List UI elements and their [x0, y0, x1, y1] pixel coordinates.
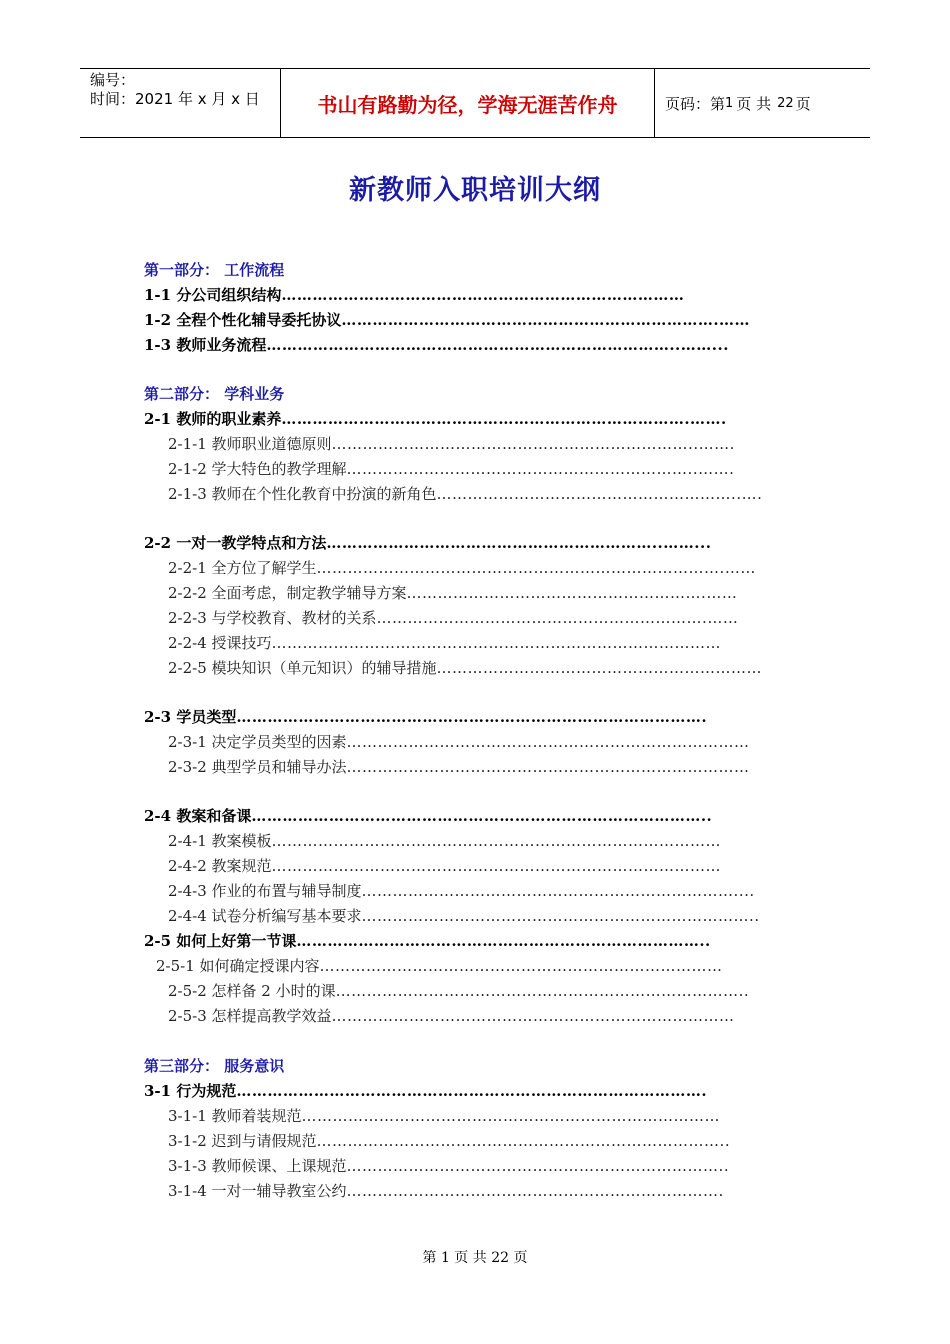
toc-leader-dots: …………………………………………………………………………… [271, 634, 722, 652]
toc-entry-label: 2-4 教案和备课 [144, 807, 252, 825]
page-mid: 页 共 [736, 94, 772, 113]
toc-leader-dots: …………………………………………………………………… [331, 1007, 735, 1025]
number-label: 编号： [90, 71, 136, 89]
toc-entry [144, 930, 770, 952]
toc-leader-dots: …………………………………………………………………….……. [281, 410, 727, 428]
toc-entry-label: 2-4-4 试卷分析编写基本要求 [168, 907, 362, 925]
page-indicator [655, 69, 870, 137]
toc-entry-label: 2-2-4 授课技巧 [168, 634, 272, 652]
toc-entry-label: 2-2-5 模块知识（单元知识）的辅导措施 [168, 659, 437, 677]
toc-entry-label: 1-2 全程个性化辅导委托协议 [144, 311, 342, 329]
toc-entry-label: 2-1-2 学大特色的教学理解 [168, 460, 347, 478]
header-table [80, 68, 870, 138]
toc-entry-label: 2-5-3 怎样提高教学效益 [168, 1007, 332, 1025]
toc-entry-label: 2-5-2 怎样备 2 小时的课 [168, 982, 336, 1000]
page-current: 1 [725, 95, 734, 111]
toc-leader-dots: ……………………………………………………….…… [376, 609, 739, 627]
toc-leader-dots: …………………………………………………..…. [436, 485, 763, 503]
toc-entry-label: 2-1-3 教师在个性化教育中扮演的新角色 [168, 485, 437, 503]
toc-entry-label: 2-3-2 典型学员和辅导办法 [168, 758, 347, 776]
toc-entry [168, 483, 770, 505]
toc-leader-dots: ………………………………………………………………. [346, 1182, 724, 1200]
toc-entry-label: 2-5 如何上好第一节课 [144, 932, 297, 950]
toc-entry-label: 第一部分： 工作流程 [144, 261, 285, 279]
toc-entry-label: 1-1 分公司组织结构 [144, 286, 282, 304]
motto: 书山有路勤为径，学海无涯苦作舟 [281, 69, 655, 137]
toc-entry [168, 582, 770, 604]
toc-leader-dots: ……………………………………………………………….... [361, 882, 755, 900]
toc-entry [168, 1130, 770, 1152]
toc-entry-label: 2-2 一对一教学特点和方法 [144, 534, 327, 552]
page-footer: 第 1 页 共 22 页 [422, 1250, 528, 1266]
toc-entry [168, 980, 770, 1002]
toc-entry [168, 1180, 770, 1202]
page-total: 22 [777, 95, 794, 111]
toc-leader-dots: …………………………………………………………………….. [296, 932, 711, 950]
toc-entry [168, 1005, 770, 1027]
toc-leader-dots: ……………………………………………………………….. [346, 1157, 730, 1175]
toc-entry [168, 632, 770, 654]
toc-entry [144, 532, 770, 554]
toc-leader-dots: …………………………………………………………………………… [271, 832, 722, 850]
time-label: 时间：2021 年 x 月 x 日 [90, 90, 260, 108]
toc-entry-label: 2-2-3 与学校教育、教材的关系 [168, 609, 377, 627]
toc-entry-label: 第二部分： 学科业务 [144, 385, 285, 403]
toc-entry [144, 284, 770, 306]
toc-entry-label: 1-3 教师业务流程 [144, 336, 267, 354]
toc-leader-dots: ………………………………………………………..……... [326, 534, 712, 552]
toc-leader-dots: …………………………………………………………………….. [316, 1132, 731, 1150]
toc-entry [168, 756, 770, 778]
toc-section-heading [144, 259, 770, 281]
toc-entry [168, 830, 770, 852]
toc-entry [144, 408, 770, 430]
toc-entry [168, 458, 770, 480]
toc-leader-dots: …………………………………………………………………… [319, 957, 723, 975]
toc-entry-label: 2-3-1 决定学员类型的因素 [168, 733, 347, 751]
toc-entry-label: 2-5-1 如何确定授课内容 [156, 957, 320, 975]
toc-leader-dots: ………………………………………………….…… [406, 584, 738, 602]
page-prefix: 页码：第 [665, 94, 726, 113]
toc-entry-label: 3-1-3 教师候课、上课规范 [168, 1157, 347, 1175]
toc-entry [168, 657, 770, 679]
toc-leader-dots: ………………………………………………………………………………. [236, 1082, 708, 1100]
toc-entry [168, 1105, 770, 1127]
toc-entry [144, 805, 770, 827]
toc-leader-dots: …………………………………………………………………………….. [251, 807, 713, 825]
toc-entry-label: 2-3 学员类型 [144, 708, 237, 726]
page-suffix: 页 [795, 94, 811, 113]
toc-leader-dots: ……………………………………………………………..……. [331, 435, 735, 453]
toc-entry-label: 2-4-2 教案规范 [168, 857, 272, 875]
toc-entry-label: 3-1 行为规范 [144, 1082, 237, 1100]
toc-entry-label: 3-1-1 教师着装规范 [168, 1107, 302, 1125]
header-meta [80, 69, 281, 137]
toc-leader-dots: …………………………………………………………..……. [346, 460, 735, 478]
document-title: 新教师入职培训大纲 [349, 175, 601, 206]
toc-section-heading [144, 1055, 770, 1077]
toc-entry [168, 1155, 770, 1177]
toc-entry [168, 855, 770, 877]
toc-entry [156, 955, 770, 977]
toc-leader-dots: …………………………………………………………………….…… [316, 559, 756, 577]
toc-entry-label: 第三部分： 服务意识 [144, 1057, 285, 1075]
toc-entry-label: 2-2-1 全方位了解学生 [168, 559, 317, 577]
toc-leader-dots: …………………………………………………………………… [281, 286, 685, 304]
toc-leader-dots: ………………………………………………………………….. [361, 907, 760, 925]
toc-entry [168, 433, 770, 455]
toc-entry [168, 607, 770, 629]
toc-leader-dots: ………………………………………………………………………………. [236, 708, 708, 726]
toc-entry [144, 706, 770, 728]
toc-entry-label: 2-4-3 作业的布置与辅导制度 [168, 882, 362, 900]
toc-entry [168, 880, 770, 902]
toc-entry-label: 2-2-2 全面考虑，制定教学辅导方案 [168, 584, 407, 602]
toc-entry [168, 731, 770, 753]
toc-entry [168, 557, 770, 579]
toc-leader-dots: …………………………………………………………………….. [335, 982, 750, 1000]
toc-section-heading [144, 383, 770, 405]
toc-leader-dots: ……………………………………………………… [436, 659, 763, 677]
toc-entry-label: 2-1-1 教师职业道德原则 [168, 435, 332, 453]
toc-leader-dots: ……………………………………………………………………… [301, 1107, 721, 1125]
toc-entry [144, 334, 770, 356]
toc-entry-label: 2-1 教师的职业素养 [144, 410, 282, 428]
toc-entry [144, 1080, 770, 1102]
toc-entry [168, 905, 770, 927]
toc-leader-dots: …………………………………………………………………… [346, 758, 750, 776]
toc-entry-label: 3-1-2 迟到与请假规范 [168, 1132, 317, 1150]
toc-entry-label: 3-1-4 一对一辅导教室公约 [168, 1182, 347, 1200]
toc-leader-dots: …………………………………………………………………………… [271, 857, 722, 875]
toc-entry-label: 2-4-1 教案模板 [168, 832, 272, 850]
toc-leader-dots: ……………………………………………………………….…… [341, 311, 751, 329]
toc-leader-dots: ……………………………………………………………………..……... [266, 336, 729, 354]
toc-leader-dots: …………………………………………………………………… [346, 733, 750, 751]
toc-entry [144, 309, 770, 331]
